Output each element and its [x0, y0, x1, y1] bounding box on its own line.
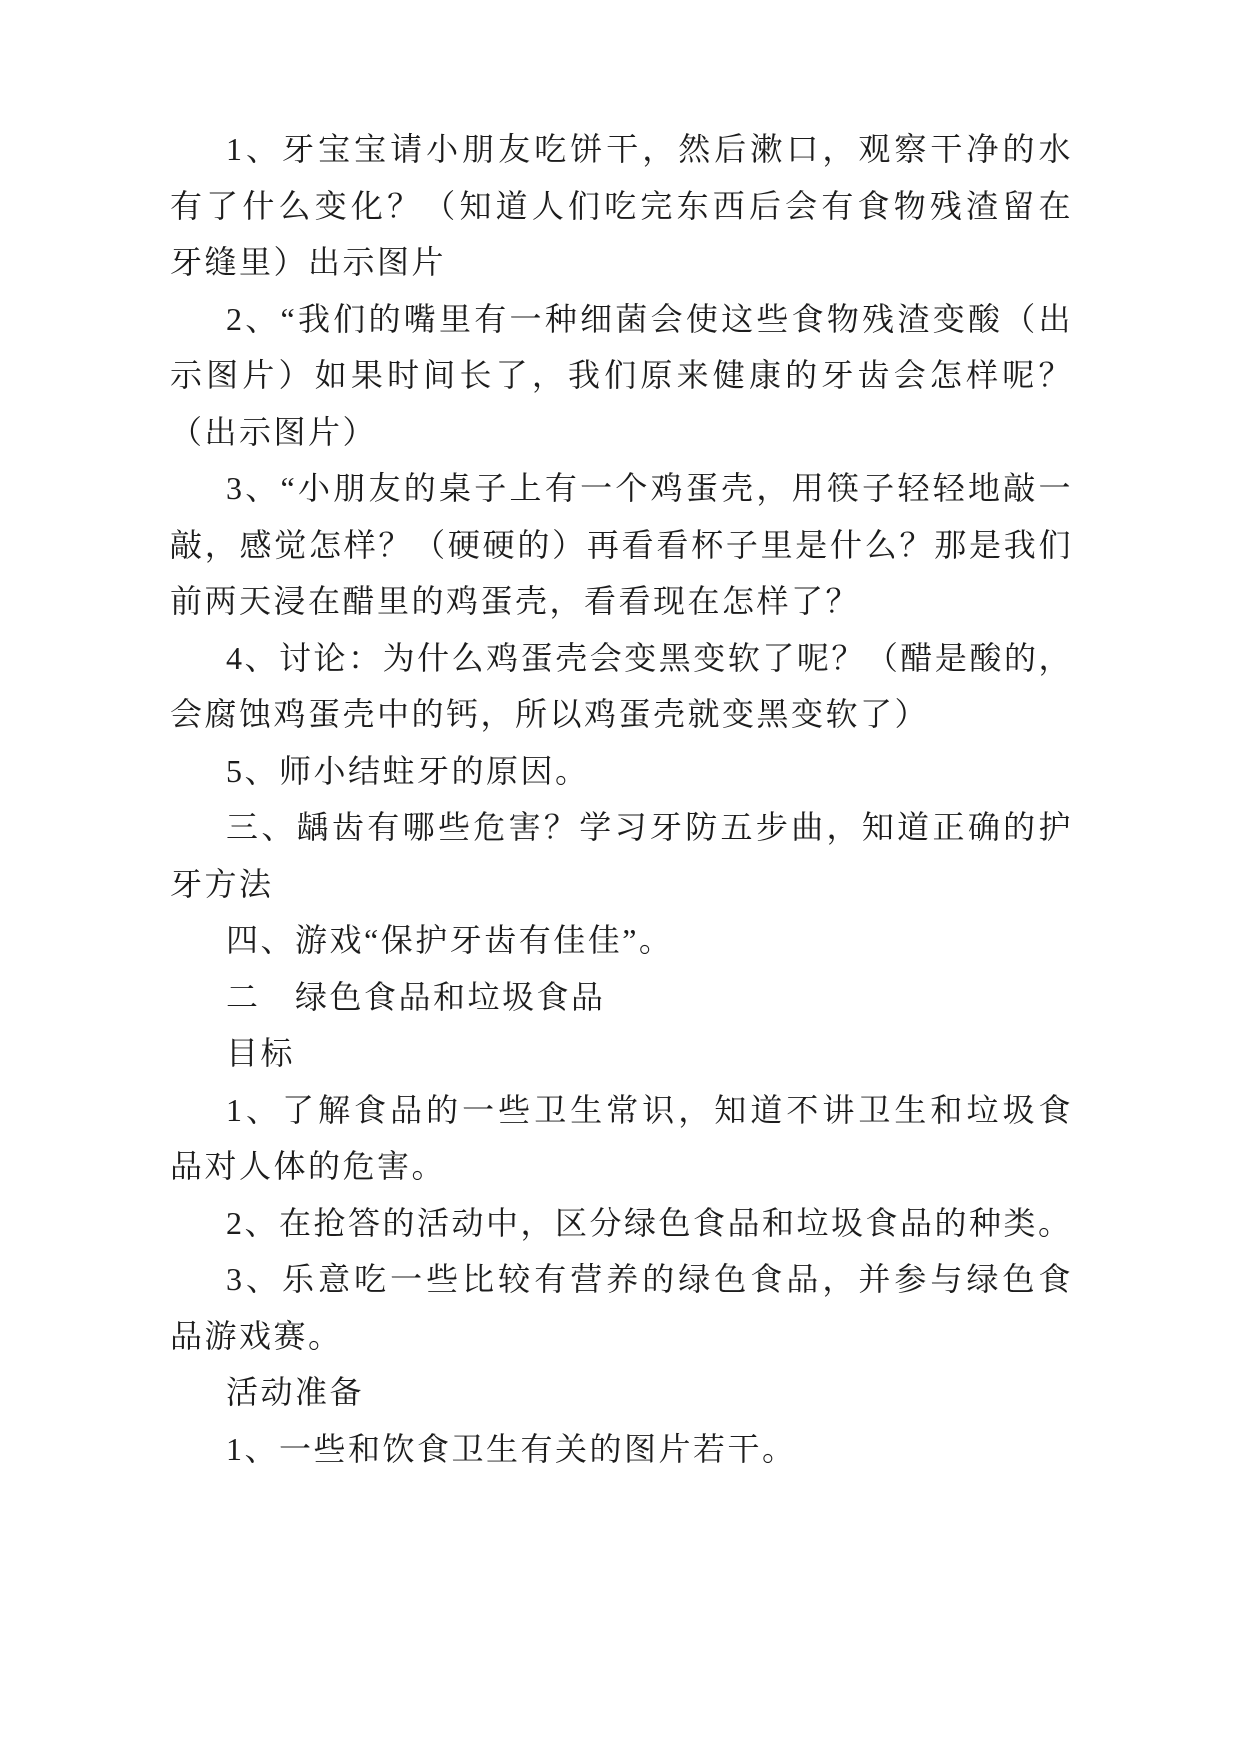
- text-line: 品游戏赛。: [170, 1317, 343, 1354]
- document-content: [170, 121, 1073, 1477]
- text-line: 3、乐意吃一些比较有营养的绿色食品，并参与绿色食: [226, 1261, 1073, 1297]
- text-line: 四、游戏“保护牙齿有佳佳”。: [226, 922, 674, 958]
- text-line: 5、师小结蛀牙的原因。: [226, 752, 590, 789]
- text-line: 有了什么变化？（知道人们吃完东西后会有食物残渣留在: [170, 187, 1073, 224]
- text-line: （出示图片）: [170, 413, 378, 450]
- text-line: 1、了解食品的一些卫生常识，知道不讲卫生和垃圾食: [226, 1091, 1073, 1128]
- text-line: 牙缝里）出示图片: [170, 244, 447, 280]
- text-line: 敲，感觉怎样？（硬硬的）再看看杯子里是什么？那是我们: [170, 526, 1073, 563]
- text-line: 2、“我们的嘴里有一种细菌会使这些食物残渣变酸（出: [226, 300, 1073, 337]
- text-line: 3、“小朋友的桌子上有一个鸡蛋壳，用筷子轻轻地敲一: [226, 470, 1073, 506]
- text-line: 三、龋齿有哪些危害？学习牙防五步曲，知道正确的护: [226, 809, 1073, 845]
- text-line: 2、在抢答的活动中，区分绿色食品和垃圾食品的种类。: [226, 1204, 1073, 1241]
- text-line: 4、讨论：为什么鸡蛋壳会变黑变软了呢？（醋是酸的，: [226, 639, 1073, 676]
- text-line: 活动准备: [226, 1374, 365, 1410]
- text-line: 1、一些和饮食卫生有关的图片若干。: [226, 1430, 797, 1467]
- text-line: 品对人体的危害。: [170, 1148, 447, 1184]
- text-line: 1、牙宝宝请小朋友吃饼干，然后漱口，观察干净的水: [226, 131, 1073, 167]
- text-line: 会腐蚀鸡蛋壳中的钙，所以鸡蛋壳就变黑变软了）: [170, 696, 930, 732]
- text-line: 牙方法: [170, 865, 274, 902]
- text-line: 前两天浸在醋里的鸡蛋壳，看看现在怎样了？: [170, 583, 861, 619]
- text-line: 示图片）如果时间长了，我们原来健康的牙齿会怎样呢？: [170, 357, 1073, 393]
- text-line: 目标: [226, 1035, 296, 1071]
- text-line: 二 绿色食品和垃圾食品: [226, 978, 606, 1015]
